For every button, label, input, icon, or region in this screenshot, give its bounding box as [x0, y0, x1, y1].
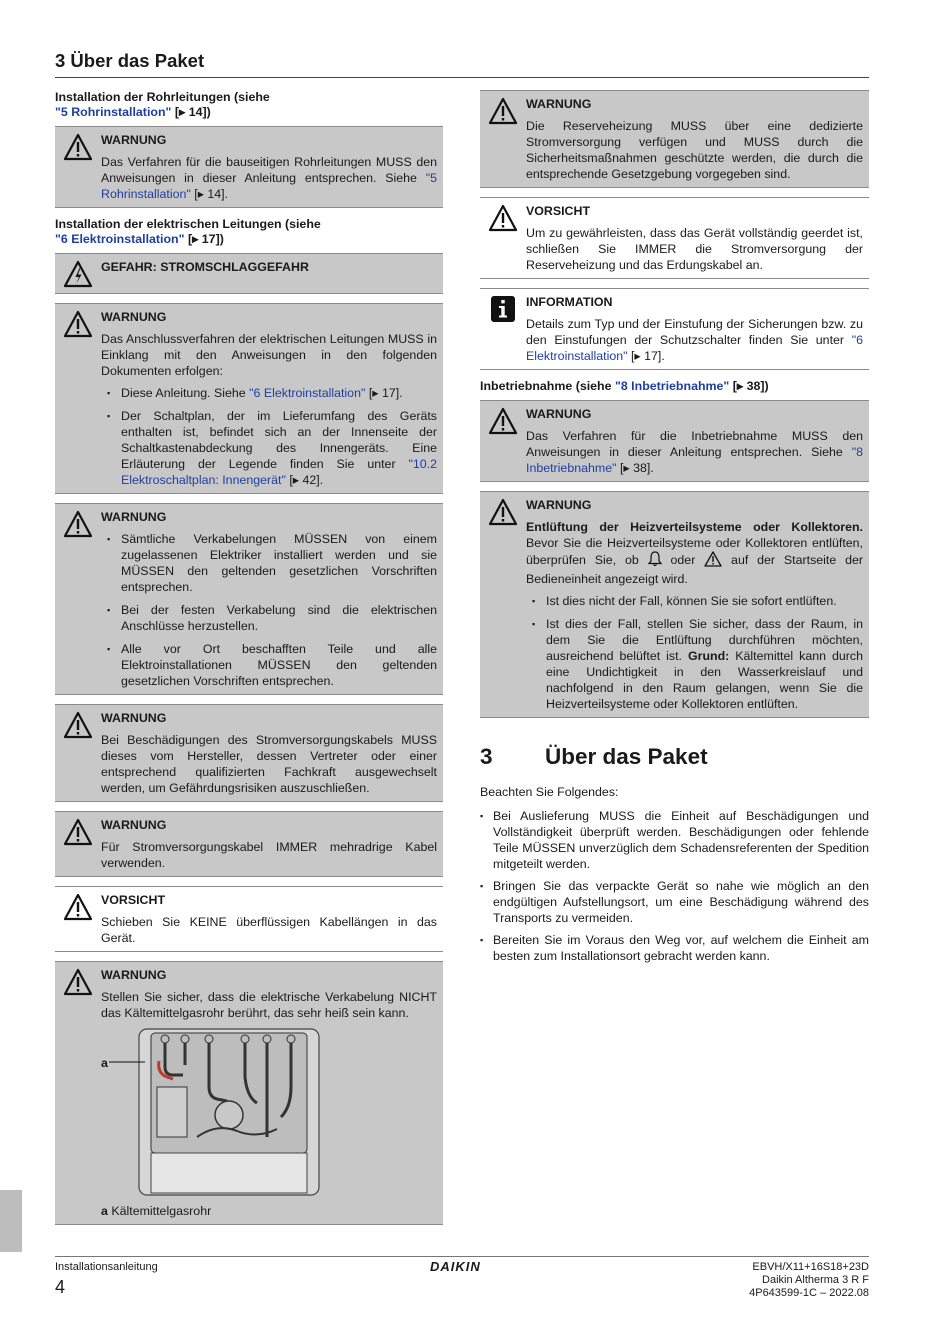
- warning-icon: [55, 967, 101, 1219]
- info-box-fuses: [480, 288, 869, 370]
- box-title: WARNUNG: [526, 407, 592, 421]
- page-title: 3 Über das Paket: [55, 50, 205, 71]
- box-title: WARNUNG: [101, 711, 167, 725]
- warning-box-power-cable-damage: [55, 704, 443, 802]
- daikin-logo: DAIKIN: [430, 1259, 481, 1274]
- electric-shock-icon: [55, 259, 101, 288]
- intro-text: Beachten Sie Folgendes:: [480, 785, 619, 799]
- list-item: ▪ Der Schaltplan, der im Lieferumfang des Geräts enthalten ist, befindet sich an der Innenseite der Schaltkastenabdeckung des Innengeräts. Eine Erläuterung der Legende finden Sie unter "10.2 Elektroschaltplan: Innengerät" [▸ 42].: [101, 408, 437, 488]
- link-pipe-installation[interactable]: "5 Rohrinstallation": [101, 171, 437, 201]
- indoor-unit-drawing: [137, 1027, 337, 1197]
- package-checklist: [480, 808, 869, 964]
- list-item: ▪ Bereiten Sie im Voraus den Weg vor, auf welchem die Einheit am besten zum Installationsort gebracht werden kann.: [480, 932, 869, 964]
- warning-box-bleeding: [480, 491, 869, 718]
- link-commissioning[interactable]: "8 Inbetriebnahme": [614, 379, 730, 393]
- box-text: Das Anschlussverfahren der elektrischen Leitungen MUSS in Einklang mit den Anweisungen in den folgenden Dokumenten erfolgen:: [101, 332, 437, 378]
- list-item: ▪ Diese Anleitung. Siehe "6 Elektroinstallation" [▸ 17].: [101, 385, 437, 401]
- box-title: WARNUNG: [101, 310, 167, 324]
- box-text: Stellen Sie sicher, dass die elektrische Verkabelung NICHT das Kältemittelgasrohr berührt, das sehr heiß sein kann.: [101, 990, 437, 1020]
- page-number: 4: [55, 1277, 66, 1297]
- footer-right: [749, 1261, 869, 1300]
- box-text: Details zum Typ und der Einstufung der Sicherungen bzw. zu den Einstufungen der Schutzschalter finden Sie unter "6 Elektroinstallation" [▸ 17].: [526, 317, 863, 363]
- warning-icon: [55, 509, 101, 689]
- warning-triangle-icon: [704, 551, 722, 571]
- caution-icon: [55, 892, 101, 946]
- box-title: INFORMATION: [526, 295, 613, 309]
- list-item: ▪ Bei Auslieferung MUSS die Einheit auf Beschädigungen und Vollständigkeit überprüft werden. Beschädigungen oder fehlende Teile MÜSSEN unverzüglich dem Schadensreferenten der Spedition mitgeteilt werden.: [480, 808, 869, 872]
- warning-icon: [55, 817, 101, 871]
- box-text: Für Stromversorgungskabel IMMER mehradrige Kabel verwenden.: [101, 840, 437, 870]
- warning-box-electrician: [55, 503, 443, 695]
- footer-divider: [55, 1256, 869, 1257]
- warning-box-wiring: [55, 303, 443, 494]
- warning-box-multicore: [55, 811, 443, 877]
- chapter-side-tab: [0, 1190, 22, 1252]
- footer-left: [55, 1261, 158, 1298]
- box-text: Um zu gewährleisten, dass das Gerät vollständig geerdet ist, schließen Sie IMMER die Stromversorgung der Reserveheizung und das Erdungskabel an.: [526, 226, 863, 272]
- link-wiring-diagram[interactable]: "10.2 Elektroschaltplan: Innengerät": [121, 457, 437, 487]
- warning-box-commissioning: [480, 400, 869, 482]
- warning-box-pipes: [55, 126, 443, 208]
- list-item: ▪ Bei der festen Verkabelung sind die elektrischen Anschlüsse herzustellen.: [101, 602, 437, 634]
- section-number: 3: [480, 744, 493, 769]
- warning-box-backup-heater: [480, 90, 869, 188]
- box-title: WARNUNG: [101, 818, 167, 832]
- warning-icon: [55, 710, 101, 796]
- bell-icon: [648, 551, 662, 571]
- warning-icon: [55, 309, 101, 488]
- list-item: ▪ Sämtliche Verkabelungen MÜSSEN von einem zugelassenen Elektriker installiert werden und sie MÜSSEN den geltenden gesetzlichen Vorschriften entsprechen.: [101, 531, 437, 595]
- box-title: WARNUNG: [101, 133, 167, 147]
- document-type: Installationsanleitung: [55, 1261, 158, 1273]
- box-text: Das Verfahren für die Inbetriebnahme MUSS den Anweisungen in dieser Anleitung entsprechen. Siehe "8 Inbetriebnahme" [▸ 38].: [526, 429, 863, 475]
- box-text: Die Reserveheizung MUSS über eine dedizierte Stromversorgung verfügen und MUSS durch die Sicherheitsmaßnahmen geschützte werden, die durch die entsprechende Gesetzgebung vorgegeben sind.: [526, 119, 863, 181]
- callout-label: a: [101, 1056, 108, 1070]
- page-ref: [▸ 14]): [174, 105, 211, 119]
- box-text: Bei Beschädigungen des Stromversorgungskabels MUSS dieses vom Hersteller, dessen Vertreter oder einer entsprechend qualifizierten Fachkraft ausgewechselt werden, um Gefährdungsrisiken auszuschließen.: [101, 733, 437, 795]
- list-item: ▪ Ist dies nicht der Fall, können Sie sie sofort entlüften.: [526, 593, 863, 609]
- document-code: 4P643599-1C – 2022.08: [749, 1287, 869, 1299]
- box-text: Entlüftung der Heizverteilsysteme oder Kollektoren. Bevor Sie die Heizverteilsysteme oder Kollektoren entlüften, überprüfen Sie, ob oder auf der Startseite der Bedieneinheit angezeigt wird.: [526, 520, 864, 586]
- caution-icon: [480, 203, 526, 273]
- box-title: WARNUNG: [526, 498, 592, 512]
- warning-icon: [480, 96, 526, 182]
- unit-illustration: [101, 1027, 437, 1197]
- box-text: Schieben Sie KEINE überflüssigen Kabellängen in das Gerät.: [101, 915, 437, 945]
- right-column: [480, 90, 869, 970]
- box-title: WARNUNG: [526, 97, 592, 111]
- link-pipe-installation[interactable]: "5 Rohrinstallation": [55, 105, 172, 119]
- product-name: Daikin Altherma 3 R F: [762, 1274, 869, 1286]
- list-item: ▪ Alle vor Ort beschafften Teile und alle Elektroinstallationen MÜSSEN den geltenden gesetzlichen Vorschriften entsprechen.: [101, 641, 437, 689]
- warning-icon: [480, 406, 526, 476]
- link-electrical-installation[interactable]: "6 Elektroinstallation": [55, 232, 185, 246]
- model-code: EBVH/X11+16S18+23D: [752, 1261, 869, 1273]
- danger-box-electric-shock: [55, 253, 443, 294]
- caution-box-grounding: [480, 197, 869, 279]
- callout-line: [109, 1057, 145, 1067]
- box-title: VORSICHT: [101, 893, 166, 907]
- subheading-pipes: Installation der Rohrleitungen (siehe "5 Rohrinstallation" [▸ 14]): [55, 90, 270, 119]
- box-title: VORSICHT: [526, 204, 591, 218]
- box-title: WARNUNG: [101, 968, 167, 982]
- link-electrical-installation[interactable]: "6 Elektroinstallation": [526, 333, 863, 363]
- warning-icon: [480, 497, 526, 712]
- link-commissioning[interactable]: "8 Inbetriebnahme": [526, 445, 863, 475]
- subheading-electrical: Installation der elektrischen Leitungen (siehe "6 Elektroinstallation" [▸ 17]): [55, 217, 321, 246]
- section-title: Über das Paket: [545, 744, 708, 769]
- box-title: WARNUNG: [101, 510, 167, 524]
- list-item: ▪ Ist dies der Fall, stellen Sie sicher, dass der Raum, in dem Sie die Entlüftung durchführen möchten, ausreichend belüftet ist. Grund: Kältemittel kann durch eine Undichtigkeit in den Wasserkreislauf und nachfolgend in den Raum gelangen, wenn Sie die Heizverteilsysteme oder Kollektoren entlüften.: [526, 616, 863, 712]
- section-heading: [480, 744, 869, 770]
- box-title: GEFAHR: STROMSCHLAGGEFAHR: [101, 260, 309, 274]
- info-icon: [480, 294, 526, 364]
- page-header: [55, 50, 869, 78]
- list-item: ▪ Bringen Sie das verpackte Gerät so nahe wie möglich an den endgültigen Aufstellungsort, um eine Beschädigung während des Transports zu vermeiden.: [480, 878, 869, 926]
- warning-box-refrigerant-pipe: [55, 961, 443, 1225]
- warning-icon: [55, 132, 101, 202]
- link-electrical-installation[interactable]: "6 Elektroinstallation": [249, 386, 366, 400]
- left-column: [55, 90, 443, 1234]
- subheading-commissioning: Inbetriebnahme (siehe "8 Inbetriebnahme" [▸ 38]): [480, 379, 769, 393]
- caution-box-cable-length: [55, 886, 443, 952]
- figure-caption: a Kältemittelgasrohr: [101, 1204, 212, 1218]
- box-text: Das Verfahren für die bauseitigen Rohrleitungen MUSS den Anweisungen in dieser Anleitung entsprechen. Siehe "5 Rohrinstallation" [▸ 14].: [101, 155, 437, 201]
